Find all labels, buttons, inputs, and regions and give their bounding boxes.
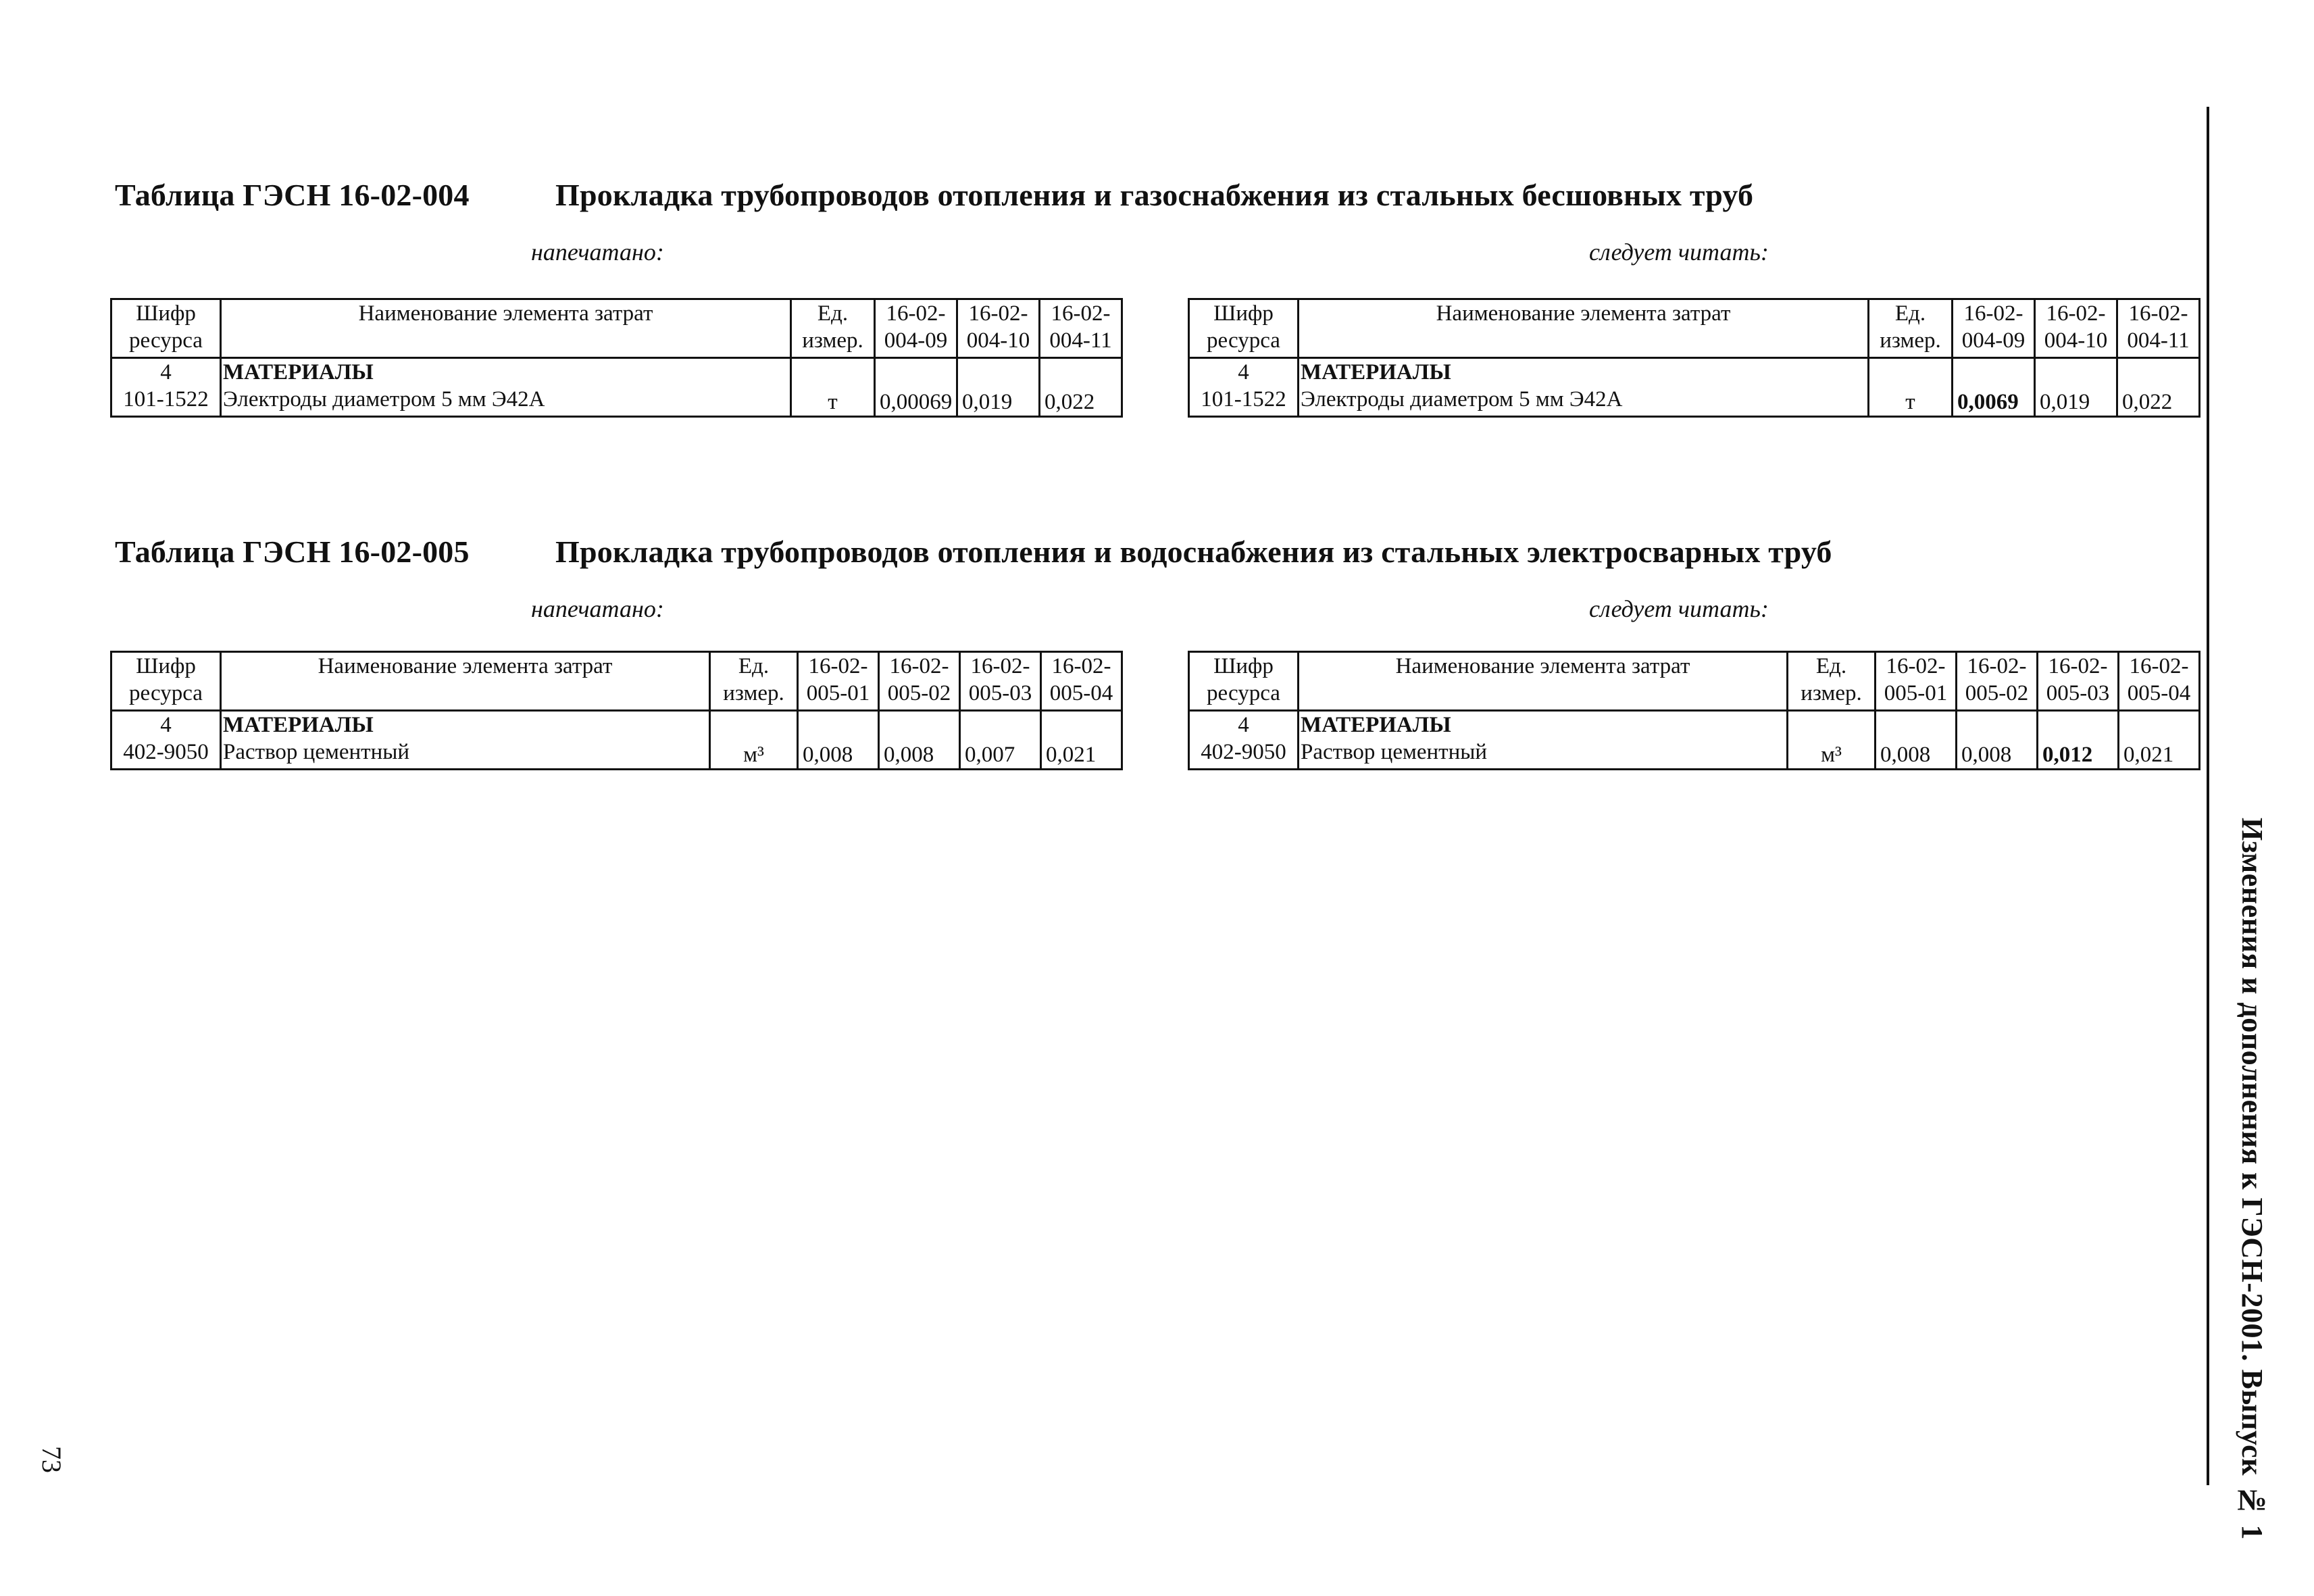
col-header-1: 16-02- 005-01 [798,652,879,711]
col-header-1: 16-02- 004-09 [1953,299,2035,358]
resource-unit: т [791,358,875,417]
value-cell: 0,008 [879,711,960,770]
code-header: Шифр ресурса [1189,652,1299,711]
unit-header: Ед. измер. [710,652,798,711]
table-header-row [1189,652,2200,711]
col-header-3: 16-02- 005-03 [960,652,1041,711]
col-header-3: 16-02- 004-11 [2117,299,2200,358]
section-2-title: Прокладка трубопроводов отопления и водоснабжения из стальных электросварных труб [555,534,1832,569]
table-row [1189,358,2200,417]
margin-rule [2207,107,2209,1485]
unit-header: Ед. измер. [1869,299,1953,358]
section-1-correct-table [1188,298,2200,418]
table-row [111,358,1122,417]
unit-header: Ед. измер. [1788,652,1876,711]
corrected-value-cell: 0,0069 [1953,358,2035,417]
resource-unit: м³ [1788,711,1876,770]
section-1-correct-caption: следует читать: [1589,239,1769,266]
table-row [1189,711,2200,770]
section-1-printed-table [110,298,1123,418]
table-header-row [111,299,1122,358]
col-header-2: 16-02- 004-10 [2035,299,2117,358]
value-cell: 0,007 [960,711,1041,770]
resource-name: МАТЕРИАЛЫ Раствор цементный [221,711,710,770]
resource-unit: т [1869,358,1953,417]
section-2-printed-caption: напечатано: [531,595,664,622]
value-cell: 0,008 [1876,711,1957,770]
value-cell: 0,008 [798,711,879,770]
unit-header: Ед. измер. [791,299,875,358]
section-2-label: Таблица ГЭСН 16-02-005 [115,534,470,569]
section-2-heading [115,534,1832,570]
code-header: Шифр ресурса [111,299,221,358]
value-cell: 0,019 [957,358,1040,417]
resource-name: МАТЕРИАЛЫ Раствор цементный [1299,711,1788,770]
value-cell: 0,022 [2117,358,2200,417]
col-header-4: 16-02- 005-04 [1041,652,1122,711]
value-cell: 0,00069 [875,358,957,417]
table-row [111,711,1122,770]
section-2-printed-table [110,651,1123,770]
section-2-correct-caption: следует читать: [1589,595,1769,622]
running-title: Изменения и дополнения к ГЭСН-2001. Выпуск № 1 [2236,818,2269,1541]
resource-code: 4 101-1522 [1189,358,1299,417]
section-1-title: Прокладка трубопроводов отопления и газоснабжения из стальных бесшовных труб [555,178,1754,212]
resource-code: 4 101-1522 [111,358,221,417]
value-cell: 0,022 [1040,358,1122,417]
col-header-1: 16-02- 005-01 [1876,652,1957,711]
col-header-3: 16-02- 004-11 [1040,299,1122,358]
value-cell: 0,008 [1957,711,2038,770]
name-header: Наименование элемента затрат [1299,299,1869,358]
value-cell: 0,021 [1041,711,1122,770]
col-header-4: 16-02- 005-04 [2119,652,2200,711]
col-header-2: 16-02- 004-10 [957,299,1040,358]
resource-code: 4 402-9050 [111,711,221,770]
col-header-1: 16-02- 004-09 [875,299,957,358]
value-cell: 0,021 [2119,711,2200,770]
name-header: Наименование элемента затрат [1299,652,1788,711]
resource-code: 4 402-9050 [1189,711,1299,770]
section-2-correct-table [1188,651,2200,770]
table-header-row [1189,299,2200,358]
section-1-heading [115,177,1754,213]
name-header: Наименование элемента затрат [221,652,710,711]
col-header-2: 16-02- 005-02 [879,652,960,711]
value-cell: 0,019 [2035,358,2117,417]
code-header: Шифр ресурса [111,652,221,711]
col-header-3: 16-02- 005-03 [2038,652,2119,711]
col-header-2: 16-02- 005-02 [1957,652,2038,711]
page-number: 73 [36,1446,67,1473]
section-1-printed-caption: напечатано: [531,239,664,266]
name-header: Наименование элемента затрат [221,299,791,358]
table-header-row [111,652,1122,711]
code-header: Шифр ресурса [1189,299,1299,358]
resource-name: МАТЕРИАЛЫ Электроды диаметром 5 мм Э42А [1299,358,1869,417]
corrected-value-cell: 0,012 [2038,711,2119,770]
resource-name: МАТЕРИАЛЫ Электроды диаметром 5 мм Э42А [221,358,791,417]
section-1-label: Таблица ГЭСН 16-02-004 [115,178,470,212]
resource-unit: м³ [710,711,798,770]
